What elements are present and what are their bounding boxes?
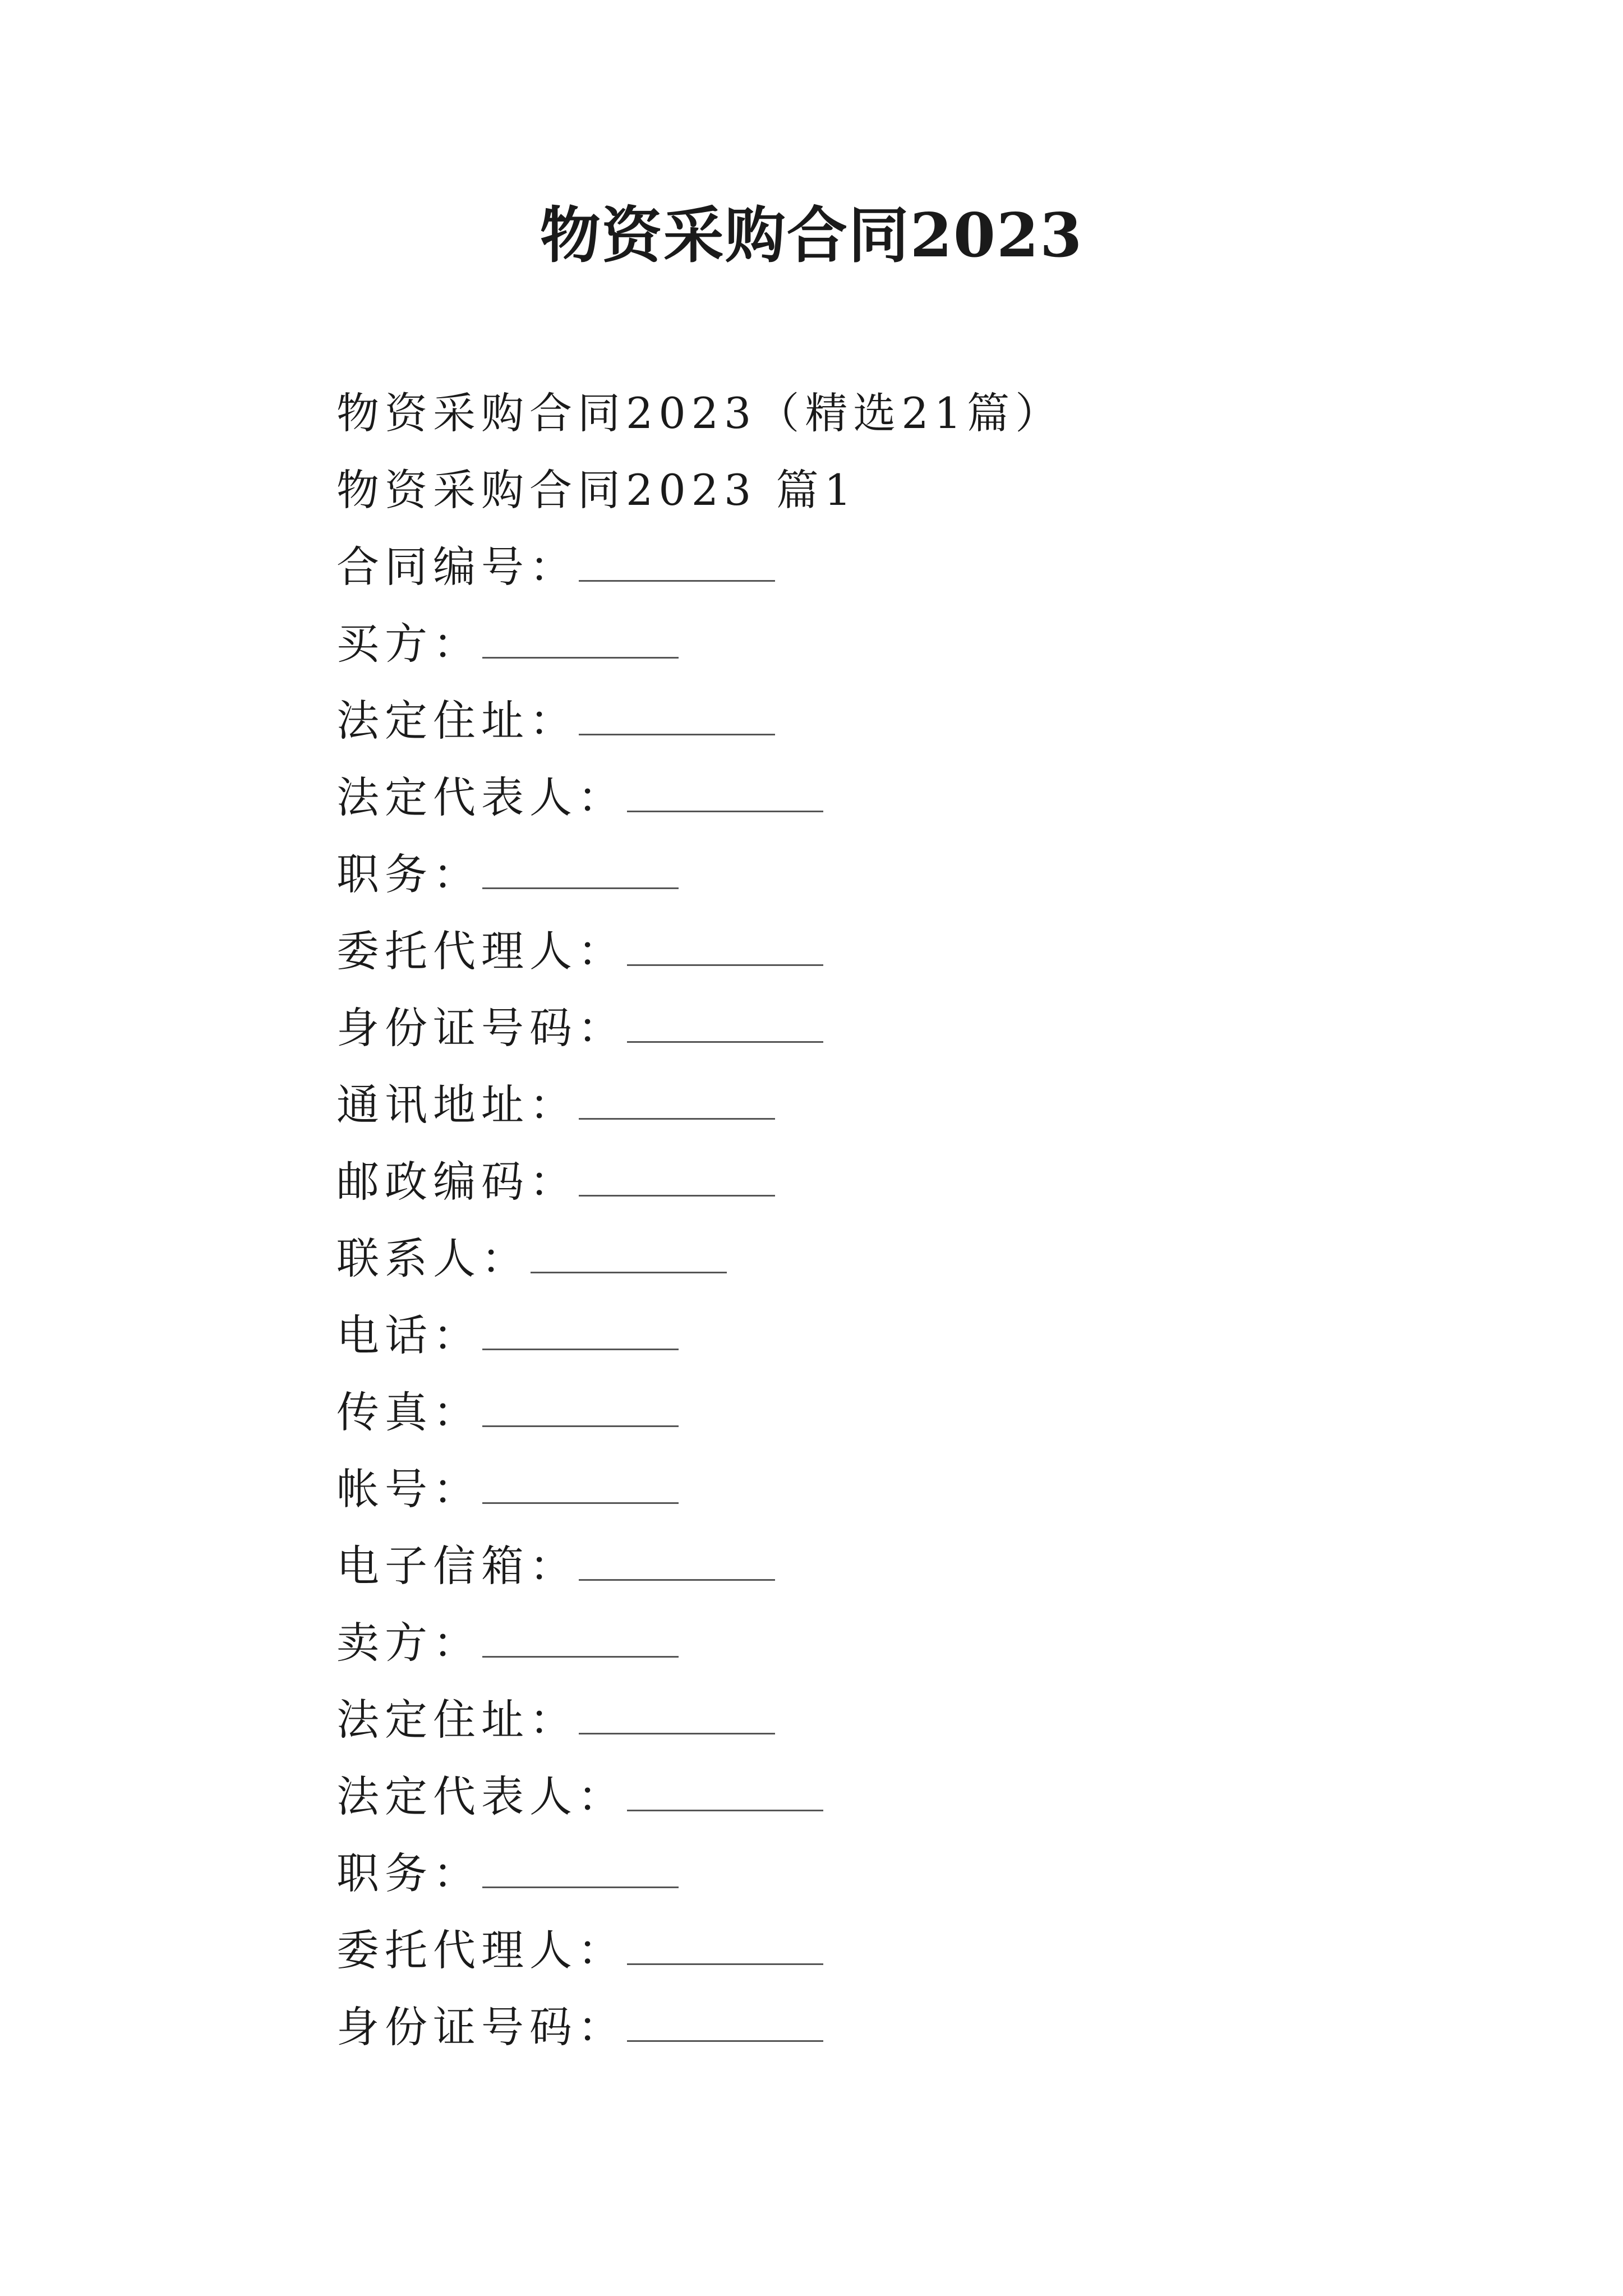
field-label: 委托代理人： [336, 1925, 626, 1975]
field-label: 法定住址： [336, 696, 578, 746]
fill-in-blank[interactable] [482, 1656, 679, 1658]
field-seller-id-number [336, 1989, 1458, 2065]
field-label: 职务： [336, 1848, 481, 1898]
field-label: 电话： [336, 1310, 481, 1360]
field-label: 身份证号码： [336, 1003, 626, 1053]
field-buyer-position [336, 836, 1458, 913]
fill-in-blank[interactable] [482, 1425, 679, 1427]
fill-in-blank[interactable] [627, 2040, 823, 2042]
field-seller [336, 1604, 1458, 1681]
fill-in-blank[interactable] [627, 964, 823, 966]
document-body [336, 375, 1458, 2065]
fill-in-blank[interactable] [627, 1963, 823, 1965]
field-buyer-address [336, 682, 1458, 759]
fill-in-blank[interactable] [482, 1502, 679, 1504]
fill-in-blank[interactable] [579, 734, 775, 735]
section-heading: 物资采购合同2023 篇1 [336, 465, 857, 515]
fill-in-blank[interactable] [627, 1810, 823, 1811]
field-postal-code [336, 1143, 1458, 1220]
field-buyer-id-number [336, 990, 1458, 1066]
fill-in-blank[interactable] [579, 1579, 775, 1581]
field-label: 帐号： [336, 1464, 481, 1514]
fill-in-blank[interactable] [482, 887, 679, 889]
fill-in-blank[interactable] [627, 811, 823, 812]
fill-in-blank[interactable] [482, 1349, 679, 1350]
field-label: 传真： [336, 1387, 481, 1437]
fill-in-blank[interactable] [579, 1195, 775, 1197]
field-seller-agent [336, 1912, 1458, 1989]
field-label: 合同编号： [336, 542, 578, 592]
field-label: 委托代理人： [336, 926, 626, 976]
document-title: 物资采购合同2023 [540, 200, 1083, 271]
document-subtitle: 物资采购合同2023（精选21篇） [336, 388, 1064, 438]
field-fax [336, 1374, 1458, 1451]
field-seller-address [336, 1681, 1458, 1758]
field-buyer [336, 605, 1458, 682]
field-label: 买方： [336, 619, 481, 669]
field-label: 职务： [336, 849, 481, 899]
fill-in-blank[interactable] [531, 1272, 727, 1273]
field-buyer-agent [336, 913, 1458, 990]
field-label: 法定代表人： [336, 772, 626, 822]
field-label: 通讯地址： [336, 1080, 578, 1130]
field-email [336, 1527, 1458, 1604]
field-label: 电子信箱： [336, 1541, 578, 1591]
field-label: 法定代表人： [336, 1772, 626, 1821]
fill-in-blank[interactable] [482, 657, 679, 659]
field-seller-legal-representative [336, 1758, 1458, 1835]
field-label: 联系人： [336, 1234, 529, 1283]
fill-in-blank[interactable] [579, 580, 775, 582]
fill-in-blank[interactable] [627, 1041, 823, 1043]
field-label: 法定住址： [336, 1695, 578, 1745]
field-label: 卖方： [336, 1618, 481, 1668]
fill-in-blank[interactable] [579, 1118, 775, 1120]
field-label: 邮政编码： [336, 1157, 578, 1207]
field-label: 身份证号码： [336, 2002, 626, 2052]
field-contract-number [336, 528, 1458, 605]
field-seller-position [336, 1835, 1458, 1912]
fill-in-blank[interactable] [482, 1887, 679, 1888]
field-account [336, 1451, 1458, 1527]
field-phone [336, 1297, 1458, 1374]
field-buyer-legal-representative [336, 759, 1458, 836]
field-contact-person [336, 1220, 1458, 1297]
fill-in-blank[interactable] [579, 1733, 775, 1734]
field-mailing-address [336, 1066, 1458, 1143]
